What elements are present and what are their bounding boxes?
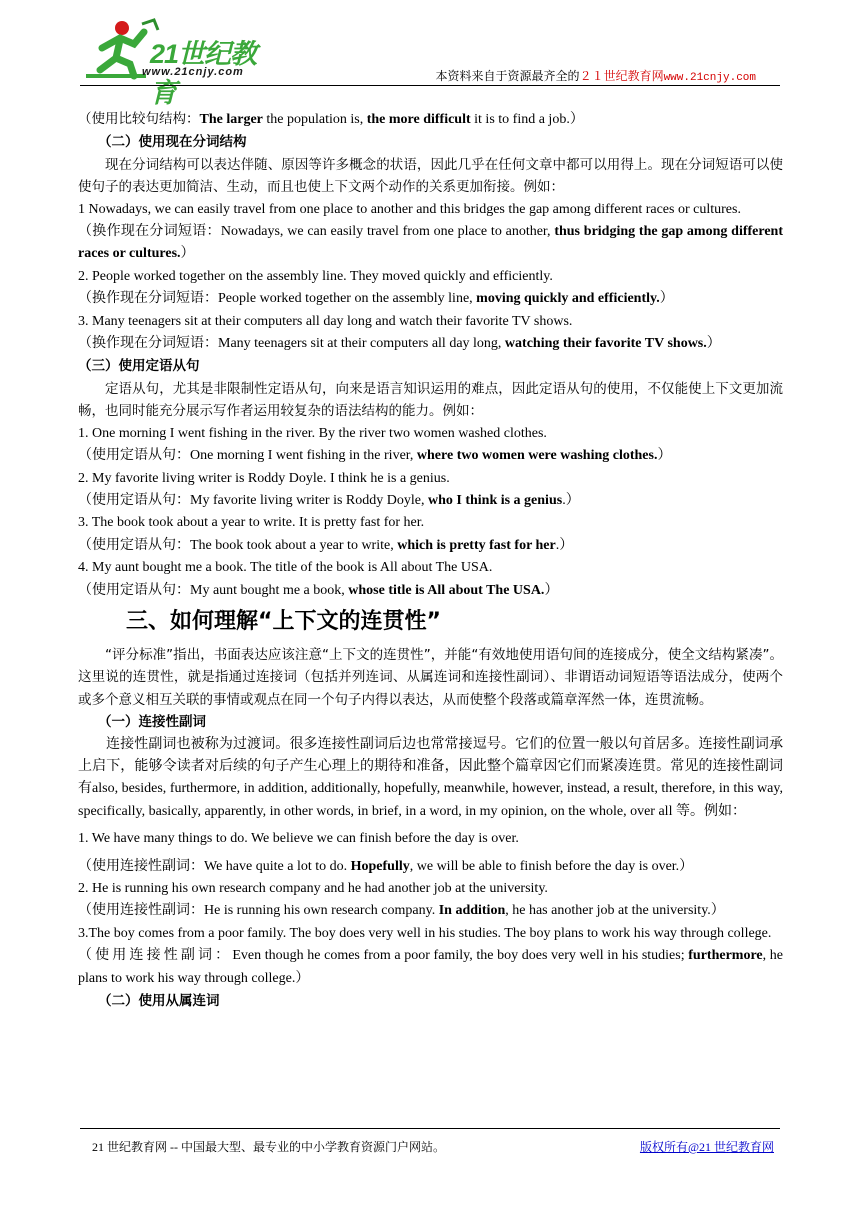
example-sentence: 3. Many teenagers sit at their computers all day long and watch their favorite TV shows. <box>78 313 573 329</box>
section-subheading: （三）使用定语从句 <box>78 358 200 375</box>
site-logo[interactable] <box>82 18 282 108</box>
example-sentence: 1. We have many things to do. We believe we can finish before the day is over. <box>78 831 519 847</box>
example-sentence: 2. He is running his own research company and he had another job at the university. <box>78 881 548 896</box>
header-prefix: 本资料来自于资源最齐全的 <box>435 69 580 83</box>
example-rewrite: （使用连接性副词：He is running his own research company. In addition, he has another job at the university.） <box>78 903 725 919</box>
header-url-link[interactable]: www.21cnjy.com <box>663 72 756 84</box>
example-sentence: 3.The boy comes from a poor family. The boy does very well in his studies. The boy plans to work his way through college. <box>78 925 772 941</box>
paragraph: “评分标准”指出，书面表达应该注意“上下文的连贯性”，并能“有效地使用语句间的连接成分，使全文结构紧凑”。这里说的连贯性，就是指通过连接词（包括并列连词、从属连词和连接性副词）、非谓语动词短语等语法成分，使两个或多个意义相互关联的事情或观点在同一个句子内得以表达，从而使整个段落或篇章浑然一体，连贯流畅。 <box>78 646 783 708</box>
header-divider <box>80 85 780 86</box>
footer-copyright-link[interactable]: 版权所有@21 世纪教育网 <box>639 1140 774 1154</box>
paragraph: （使用比较句结构：The larger the population is, the more difficult it is to find a job.） <box>78 111 584 127</box>
example-sentence: 2. People worked together on the assembly line. They moved quickly and efficiently. <box>78 268 553 284</box>
example-rewrite: （换作现在分词短语：Nowadays, we can easily travel from one place to another, thus bridging the gap among different races or cultures.） <box>78 224 783 262</box>
example-rewrite: （使用定语从句：My favorite living writer is Roddy Doyle, who I think is a genius.） <box>78 492 580 508</box>
section-subheading: （一）连接性副词 <box>98 714 206 731</box>
example-rewrite: （使用连接性副词：We have quite a lot to do. Hopefully, we will be able to finish before the day is over.） <box>78 858 694 874</box>
paragraph: 定语从句，尤其是非限制性定语从句，向来是语言知识运用的难点，因此定语从句的使用，不仅能使上下文更加流畅，也同时能充分展示写作者运用较复杂的语法结构的能力。例如： <box>78 380 783 420</box>
example-rewrite: （换作现在分词短语：People worked together on the assembly line, moving quickly and efficiently.） <box>78 291 674 307</box>
example-sentence: 3. The book took about a year to write. It is pretty fast for her. <box>78 515 425 531</box>
example-rewrite: （使用定语从句：One morning I went fishing in the river, where two women were washing clothes.） <box>78 448 672 464</box>
paragraph: 连接性副词也被称为过渡词。很多连接性副词后边也常常接逗号。它们的位置一般以句首居多。连接性副词承上启下，能够令读者对后续的句子产生心理上的期待和准备，因此整个篇章因它们而紧凑连贯。常见的连接性副词有also, besides, furthermore, in addition, additionally, hopefully, meanwhile, however, instead, a result, therefore, in this way, specifically, basically, apparently, in other words, in brief, in a word, in my opinion, on the whole, over all 等。例如： <box>78 736 783 819</box>
example-rewrite: （使用定语从句：The book took about a year to write, which is pretty fast for her.） <box>78 537 574 553</box>
section-subheading: （二）使用现在分词结构 <box>98 134 247 151</box>
section-subheading: （二）使用从属连词 <box>98 993 220 1010</box>
example-sentence: 2. My favorite living writer is Roddy Doyle. I think he is a genius. <box>78 470 450 486</box>
example-sentence: 1. One morning I went fishing in the river. By the river two women washed clothes. <box>78 425 547 441</box>
example-sentence: 1 Nowadays, we can easily travel from one place to another and this bridges the gap among different races or cultures. <box>78 201 741 217</box>
example-sentence: 4. My aunt bought me a book. The title of the book is All about The USA. <box>78 560 493 576</box>
logo-url: www.21cnjy.com <box>142 66 244 78</box>
example-rewrite: （使用连接性副词：Even though he comes from a poor family, the boy does very well in his studies; furthermore, he plans to work his way through college.） <box>78 948 783 986</box>
paragraph: 现在分词结构可以表达伴随、原因等许多概念的状语，因此几乎在任何文章中都可以用得上。现在分词短语可以使使句子的表达更加简洁、生动，而且也使上下文两个动作的关系更加衔接。例如： <box>78 156 783 196</box>
header-source-note <box>436 67 756 84</box>
example-rewrite: （换作现在分词短语：Many teenagers sit at their computers all day long, watching their favorite TV shows.） <box>78 336 721 352</box>
document-body <box>78 108 783 1012</box>
logo-text: 21世纪教育 <box>150 39 257 108</box>
example-rewrite: （使用定语从句：My aunt bought me a book, whose title is All about The USA.） <box>78 582 559 598</box>
section-heading: 三、如何理解“上下文的连贯性” <box>126 608 441 634</box>
footer-text: 21 世纪教育网 -- 中国最大型、最专业的中小学教育资源门户网站。 <box>92 1140 445 1154</box>
footer-divider <box>80 1128 780 1129</box>
header-brand-link[interactable]: ２１世纪教育网 <box>579 69 664 83</box>
